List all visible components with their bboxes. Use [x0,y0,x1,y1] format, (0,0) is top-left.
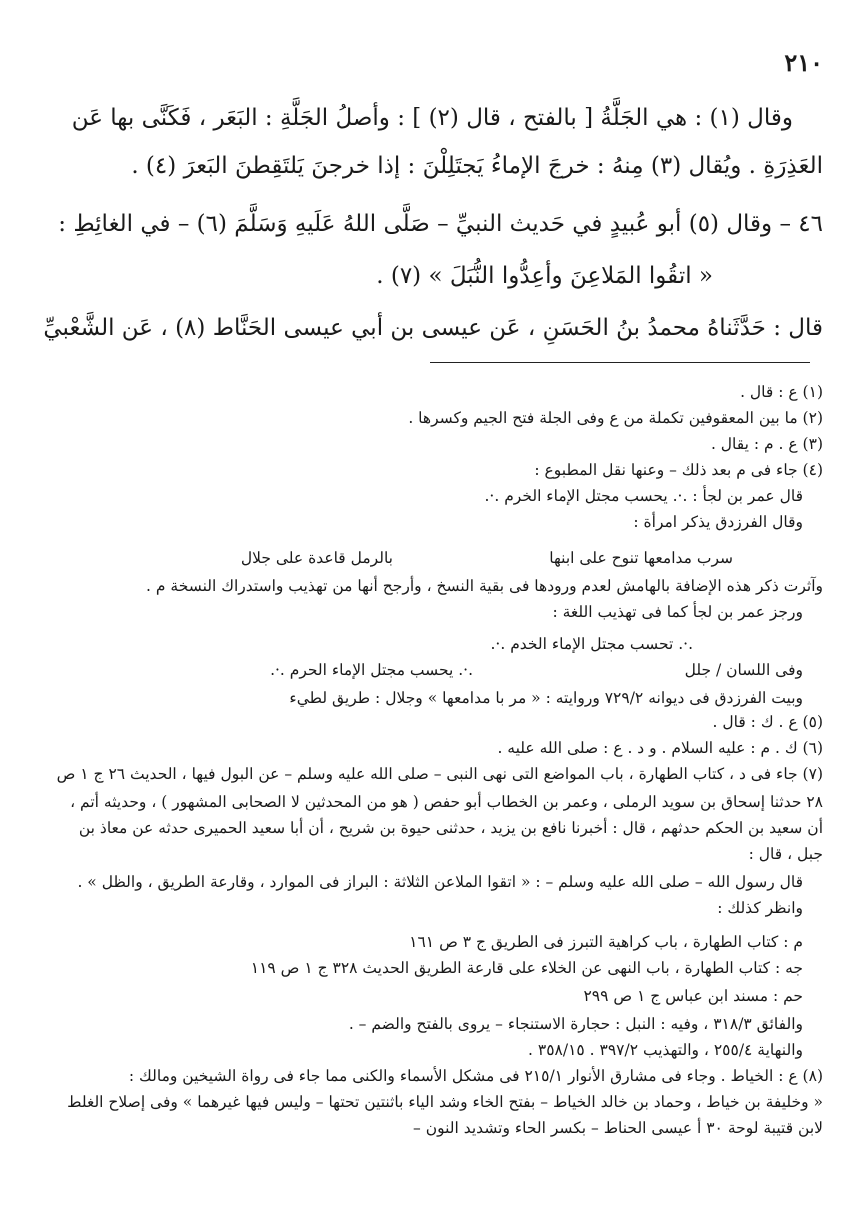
footnote: « وخليفة بن خياط ، وحماد بن خالد الخياط – بفتح الخاء وشد الياء باثنتين تحتها – وليس فيها غيرهما » وفى إصلاح الغلط [67,1093,823,1111]
footnote: (٧) جاء فى د ، كتاب الطهارة ، باب المواضع التى نهى النبى – صلى الله عليه وسلم – عن البول فيها ، الحديث ٢٦ ج ١ ص [56,765,823,783]
footnote: جبل ، قال : [748,845,823,863]
poem-verse-lisan: .·. يحسب مجتل الإماء الحرم .·. [270,661,473,679]
poem-hemistich-left: بالرمل قاعدة على جلال [240,549,393,567]
footnote: (٢) ما بين المعقوفين تكملة من ع وفى الجلة فتح الجيم وكسرها . [408,409,823,427]
footnote: لابن قتيبة لوحة ٣٠ أ عيسى الحناط – بكسر الحاء وتشديد النون – [413,1119,823,1137]
page-number: ٢١٠ [784,48,823,77]
footnote: قال رسول الله – صلى الله عليه وسلم – : « اتقوا الملاعن الثلاثة : البراز فى الموارد ، وقارعة الطريق ، والظل » . [77,873,803,891]
footnote: (٤) جاء فى م بعد ذلك – وعنها نقل المطبوع : [534,461,823,479]
footnote: قال عمر بن لجأ : .·. يحسب مجتل الإماء الخرم .·. [484,487,803,505]
footnote: وبيت الفرزدق فى ديوانه ٧٢٩/٢ وروايته : « مر با مدامعها » وجلال : طريق لطيء [289,689,803,707]
footnote: ٢٨ حدثنا إسحاق بن سويد الرملى ، وعمر بن الخطاب أبو حفص ( هو من المحدثين لا الصحابى المشهور ) ، وحديثه أتم ، [70,793,823,811]
main-text-line: « اتقُوا المَلاعِنَ وأعِدُّوا النُّبَلَ » (٧) . [376,263,713,289]
footnote: (١) ع : قال . [740,383,823,401]
footnote: والنهاية ٢٥٥/٤ ، والتهذيب ٣٩٧/٢ . ٣٥٨/١٥ . [528,1041,803,1059]
footnote: (٦) ك . م : عليه السلام . و د . ع : صلى الله عليه . [497,739,823,757]
footnote: أن سعيد بن الحكم حدثهم ، قال : أخبرنا نافع بن يزيد ، حدثنى حيوة بن شريح ، أن أبا سعيد الحميرى حدثه عن معاذ بن [78,819,823,837]
footnote: حم : مسند ابن عباس ج ١ ص ٢٩٩ [583,987,803,1005]
main-text-line: قال : حَدَّثَناهُ محمدُ بنُ الحَسَنِ ، عَن عيسى بن أبي عيسى الحَنَّاط (٨) ، عَن الشَّعْبيِّ [43,315,823,341]
footnote: (٣) ع . م : يقال . [710,435,823,453]
footnote-divider [430,362,810,363]
footnote: وانظر كذلك : [717,899,803,917]
footnote: وقال الفرزدق يذكر امرأة : [633,513,803,531]
footnote-verse: .·. تحسب مجتل الإماء الخدم .·. [490,635,693,653]
footnote: وآثرت ذكر هذه الإضافة بالهامش لعدم ورودها فى بقية النسخ ، وأرجح أنها من تهذيب واستدراك النسخة م . [146,577,823,595]
poem-hemistich-right: سرب مدامعها تنوح على ابنها [549,549,733,567]
footnote: (٨) ع : الخياط . وجاء فى مشارق الأنوار ٢١٥/١ فى مشكل الأسماء والكنى مما جاء فى رواة الشيخين ومالك : [128,1067,823,1085]
footnote: م : كتاب الطهارة ، باب كراهية التبرز فى الطريق ج ٣ ص ١٦١ [409,933,803,951]
footnote: (٥) ع . ك : قال . [712,713,823,731]
footnote: والفائق ٣١٨/٣ ، وفيه : النبل : حجارة الاستنجاء – يروى بالفتح والضم – . [348,1015,803,1033]
footnote: وفى اللسان / جلل [684,661,803,679]
main-text-line: وقال (١) : هي الجَلَّةُ [ بالفتح ، قال (٢) ] : وأصلُ الجَلَّةِ : البَعَر ، فَكَنَّى بها عَن [71,105,793,131]
footnote: جه : كتاب الطهارة ، باب النهى عن الخلاء على قارعة الطريق الحديث ٣٢٨ ج ١ ص ١١٩ [250,959,803,977]
main-text-line: ٤٦ – وقال (٥) أبو عُبيدٍ في حَديث النبيِّ – صَلَّى اللهُ عَلَيهِ وَسَلَّمَ (٦) – في الغائِطِ : [58,211,823,237]
footnote: ورجز عمر بن لجأ كما فى تهذيب اللغة : [552,603,803,621]
main-text-line: العَذِرَةِ . ويُقال (٣) مِنهُ : خرجَ الإماءُ يَجتَلِلْنَ : إذا خرجنَ يَلتَقِطنَ البَعرَ (٤) . [131,153,823,179]
